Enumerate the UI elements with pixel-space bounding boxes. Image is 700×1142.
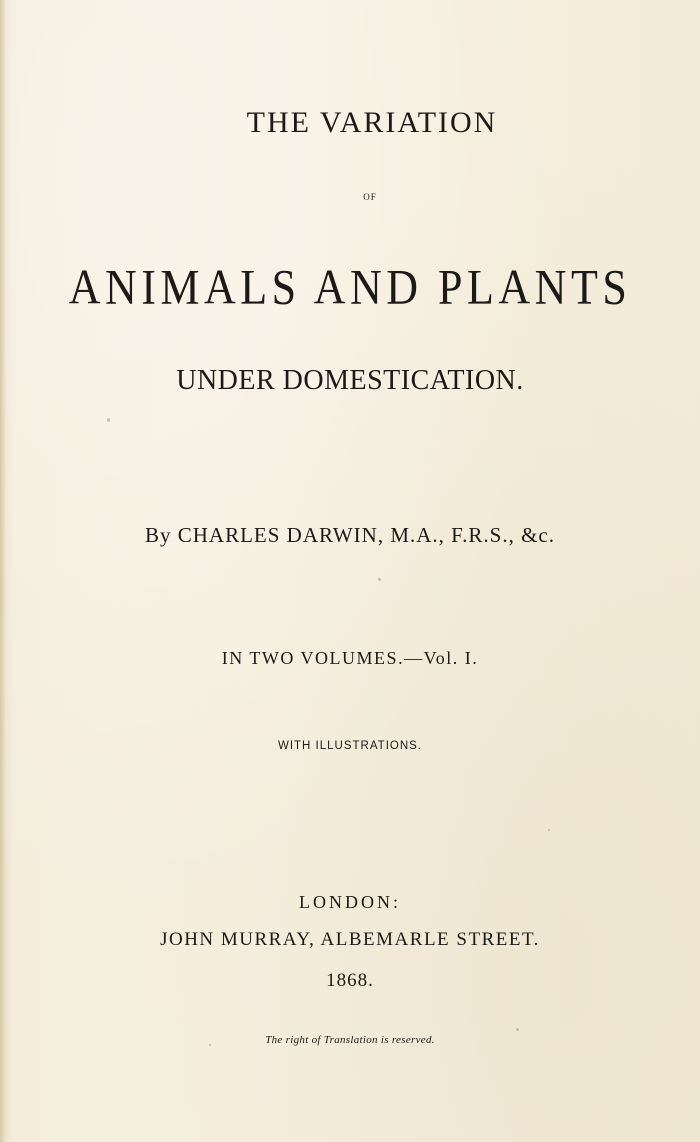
illustrations-line: WITH ILLUSTRATIONS. <box>277 740 423 752</box>
imprint-publisher: JOHN MURRAY, ALBEMARLE STREET. <box>160 929 540 950</box>
title-line-the-variation: THE VARIATION <box>246 106 498 139</box>
paper-speck <box>209 1044 211 1046</box>
imprint-place: LONDON: <box>299 892 401 912</box>
main-title: ANIMALS AND PLANTS <box>68 260 632 315</box>
paper-speck <box>548 829 550 831</box>
author-line: By CHARLES DARWIN, M.A., F.R.S., &c. <box>144 523 556 547</box>
volumes-line: IN TWO VOLUMES.—Vol. I. <box>221 648 479 668</box>
paper-speck <box>378 578 381 581</box>
rights-notice: The right of Translation is reserved. <box>265 1034 435 1046</box>
paper-speck <box>107 418 110 422</box>
paper-speck <box>516 1028 519 1031</box>
subtitle: UNDER DOMESTICATION. <box>176 365 524 396</box>
title-line-of: OF <box>363 192 377 202</box>
imprint-year: 1868. <box>326 970 374 991</box>
